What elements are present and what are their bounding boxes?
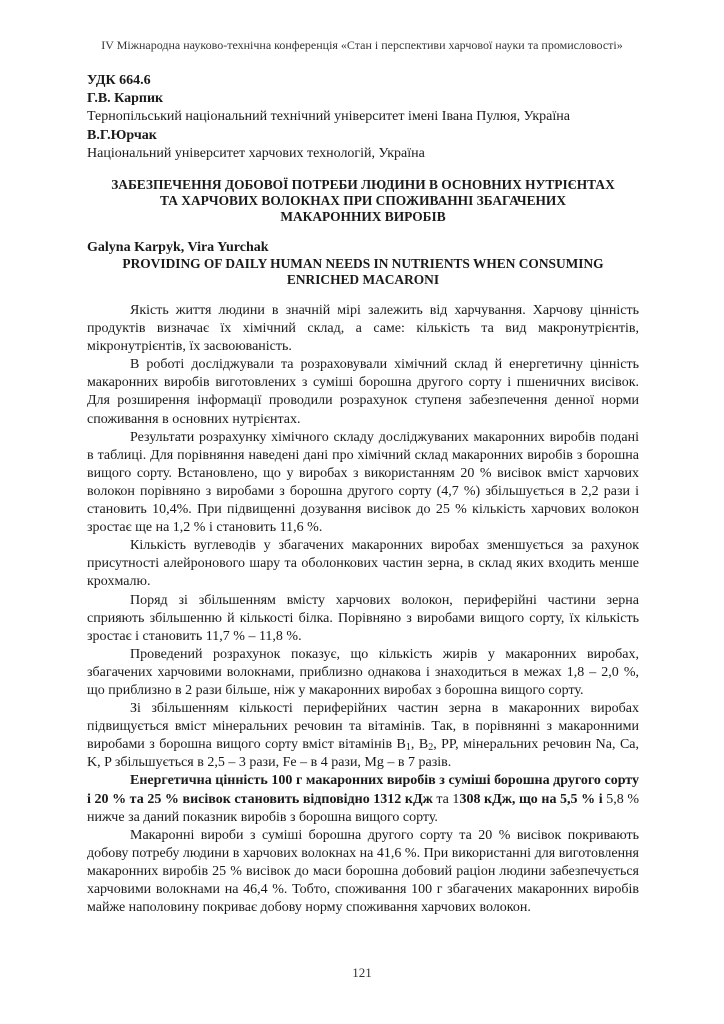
title-en-line: ENRICHED MACARONI bbox=[286, 272, 440, 287]
paragraph-vitamins bbox=[87, 700, 639, 772]
subscript: 1 bbox=[405, 742, 411, 754]
running-header: IV Міжнародна науково-технічна конференція «Стан і перспективи харчової науки та промисловості» bbox=[101, 38, 623, 52]
article-body bbox=[87, 302, 639, 917]
text-run: та 1 bbox=[432, 791, 460, 807]
page-number: 121 bbox=[352, 965, 372, 980]
title-english bbox=[80, 256, 646, 288]
paragraph: Поряд зі збільшенням вмісту харчових волокон, периферійні частини зерна сприяють збільшенню й кількості білка. Порівняно з виробами вищого сорту, їх кількість зростає і становить 11,7 % – 11,8 %. bbox=[87, 592, 639, 644]
title-ukr-line: МАКАРОННИХ ВИРОБІВ bbox=[280, 209, 446, 224]
paragraph: Якість життя людини в значній мірі залежить від харчування. Харчову цінність продуктів визначає їх хімічний склад, а саме: кількість та вид макронутрієнтів, мікронутрієнтів, їх засвоюваність. bbox=[87, 303, 639, 355]
paragraph: Макаронні вироби з суміші борошна другого сорту та 20 % висівок покривають добову потребу людини в харчових волокнах на 41,6 %. При використанні для виготовлення макаронних виробів 25 % висівок до маси борошна добовий раціон людини забезпечується харчовими волокнами на 46,4 %. Тобто, споживання 100 г збагачених макаронних виробів майже наполовину покриває добову норму споживання харчових волокон. bbox=[87, 827, 639, 916]
bold-run: Енергетична цінність 100 г макаронних виробів з суміші борошна другого сорту і 20 % та 25 % висівок становить відповідно 1312 кДж bbox=[87, 773, 639, 807]
affiliation-1: Тернопільський національний технічний університет імені Івана Пулюя, Україна bbox=[87, 109, 570, 125]
authors-english: Galyna Karpyk, Vira Yurchak bbox=[87, 240, 269, 255]
author-1: Г.В. Карпик bbox=[87, 91, 164, 107]
affiliation-2: Національний університет харчових технологій, Україна bbox=[87, 145, 425, 161]
title-en-line: PROVIDING OF DAILY HUMAN NEEDS IN NUTRIENTS WHEN CONSUMING bbox=[122, 256, 604, 271]
paragraph: Кількість вуглеводів у збагачених макаронних виробах зменшується за рахунок присутності алейронового шару та оболонкових частин зерна, в склад яких входить менше крохмалю. bbox=[87, 538, 639, 590]
title-ukr-line: ТА ХАРЧОВИХ ВОЛОКНАХ ПРИ СПОЖИВАННІ ЗБАГАЧЕНИХ bbox=[160, 193, 566, 208]
text-run: Зі збільшенням кількості периферійних частин зерна в макаронних виробах підвищується вміст мінеральних речовин та вітамінів. Так, в порівнянні з макаронними виробами з борошна вищого сорту вміст вітамінів B bbox=[87, 701, 639, 753]
bold-run: 308 кДж, що на 5,5 % і bbox=[459, 791, 603, 807]
text-run: , PP, мінеральних речовин Na, Ca, K, P збільшується в 2,5 – 3 рази, Fe – в 4 рази, Mg – в 7 разів. bbox=[87, 737, 639, 771]
udk-code: УДК 664.6 bbox=[87, 73, 151, 88]
text-run: , B bbox=[410, 737, 429, 753]
article-meta bbox=[87, 72, 639, 163]
paragraph-energy bbox=[87, 772, 639, 826]
title-ukrainian bbox=[80, 177, 646, 225]
paragraph: Проведений розрахунок показує, що кількість жирів у макаронних виробах, збагачених харчовими волокнами, приблизно однакова і знаходиться в межах 1,8 – 2,0 %, що приблизно в 2 рази більше, ніж у макаронних виробах з борошна вищого сорту. bbox=[87, 646, 639, 698]
title-ukr-line: ЗАБЕЗПЕЧЕННЯ ДОБОВОЇ ПОТРЕБИ ЛЮДИНИ В ОСНОВНИХ НУТРІЄНТАХ bbox=[111, 177, 615, 192]
paragraph: Результати розрахунку хімічного складу досліджуваних макаронних виробів подані в таблиці. Для порівняння наведені дані про хімічний склад макаронних виробів з борошна вищого сорту. Встановлено, що у виробах з використанням 20 % висівок вміст харчових волокон порівняно з виробами з борошна другого сорту (4,7 %) збільшується в 2,2 рази і становить 10,4%. При підвищенні дозування висівок до 25 % кількість харчових волокон зростає ще на 1,2 % і становить 11,6 %. bbox=[87, 429, 639, 536]
author-2: В.Г.Юрчак bbox=[87, 127, 157, 143]
paragraph: В роботі досліджували та розраховували хімічний склад й енергетичну цінність макаронних виробів виготовлених з суміші борошна другого сорту і пшеничних висівок. Для розширення інформації проводили розрахунок ступеня забезпечення денної норми споживання в основних нутрієнтах. bbox=[87, 357, 639, 427]
subscript: 2 bbox=[428, 742, 434, 754]
text-run: 5,8 % нижче за даний показник виробів з борошна вищого сорту. bbox=[87, 791, 639, 825]
